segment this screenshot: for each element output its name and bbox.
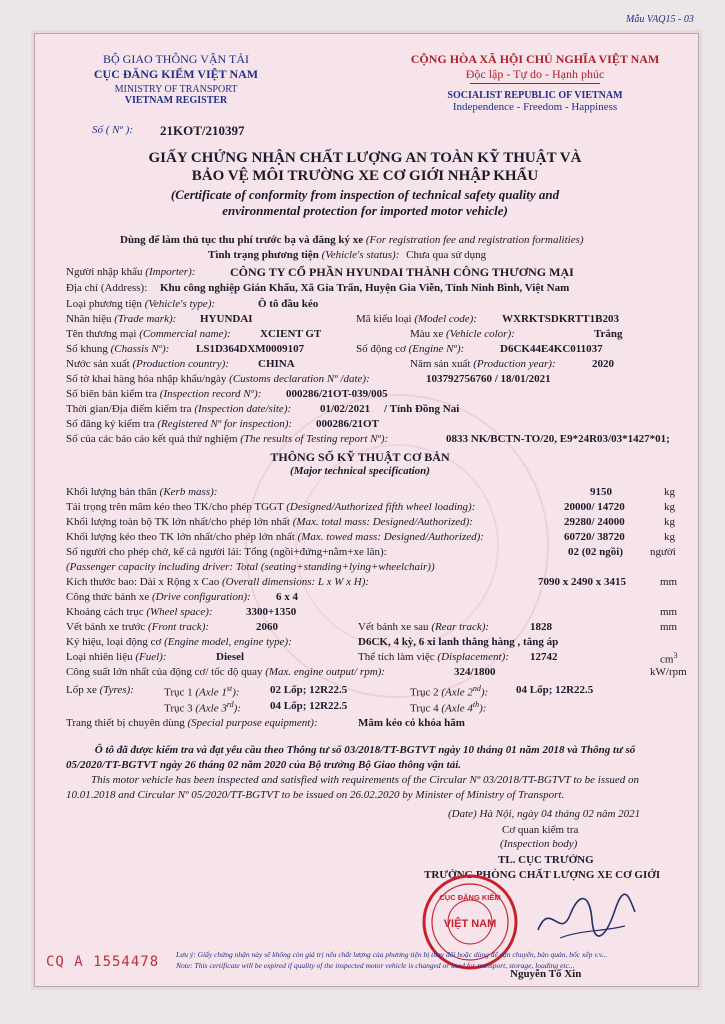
signer-name: Nguyễn Tố Xin — [510, 968, 582, 980]
handwritten-signature — [530, 890, 640, 950]
disp-unit-sup: 3 — [673, 651, 678, 660]
fifth-unit: kg — [664, 501, 675, 513]
reg-label-en: (Registered Nº for inspection): — [157, 418, 293, 430]
importer-label-group — [66, 266, 195, 278]
axle3-label: Trục 3 — [164, 702, 193, 715]
inspection-date-label-group — [66, 403, 291, 415]
status-line — [208, 249, 486, 261]
kerb-unit: kg — [664, 486, 675, 498]
year-value: 2020 — [592, 358, 614, 370]
customs-label-en: (Customs declaration Nº /date): — [229, 373, 370, 385]
axle3-label-en: (Axle 3 — [195, 702, 227, 715]
title-en-1: (Certificate of conformity from inspection of technical safety quality and — [170, 187, 560, 202]
fuel-label-group — [66, 651, 167, 663]
axle2-sup: nd — [472, 684, 481, 693]
note-en: Note: This certificate will be expired if quality of the inspected motor vehicle is changed or used for transport, storage, loading etc... — [176, 961, 575, 970]
engine-model-label-group — [66, 636, 292, 648]
country-label-group — [66, 358, 229, 370]
serial-number: CQ A 1554478 — [46, 954, 160, 970]
front-label: Vết bánh xe trước — [66, 621, 146, 633]
inspection-body: Cơ quan kiểm tra — [502, 824, 579, 836]
front-value: 2060 — [256, 621, 278, 633]
inspection-date-label-en: (Inspection date/site): — [194, 403, 292, 415]
axle3-close: ): — [233, 702, 241, 715]
color-label-en: (Vehicle color): — [446, 328, 515, 340]
axle3-sup: rd — [226, 700, 234, 709]
engine-model-label: Ký hiệu, loại động cơ — [66, 636, 162, 648]
model-label-en: (Model code): — [414, 313, 477, 325]
towed-label: Khối lượng kéo theo TK lớn nhất/cho phép lớn nhất — [66, 531, 295, 543]
dims-label-group — [66, 576, 369, 588]
reg-label-group — [66, 418, 292, 430]
disp-label-group — [358, 651, 509, 663]
type-label: Loại phương tiện — [66, 298, 142, 310]
inspection-date-label: Thời gian/Địa điểm kiểm tra — [66, 403, 192, 415]
model-label: Mã kiểu loại — [356, 313, 412, 325]
engine-label-en: (Engine Nº): — [408, 343, 465, 355]
trademark-value: HYUNDAI — [200, 313, 253, 325]
signer-title-1: TL. CỤC TRƯỞNG — [498, 854, 594, 866]
year-label-en: (Production year): — [473, 358, 556, 370]
motto-en: Independence - Freedom - Happiness — [452, 101, 618, 113]
statement-en-1: This motor vehicle has been inspected and satisfied with requirements of the Circular Nº 03/2018/TT-BGTVT to be issued on — [90, 774, 640, 786]
statement-vn-2: 05/2020/TT-BGTVT ngày 26 tháng 02 năm 2020 của Bộ trưởng Bộ Giao thông vận tải. — [66, 759, 462, 771]
power-unit: kW/rpm — [650, 666, 687, 678]
wheel-label: Khoảng cách trục — [66, 606, 144, 618]
drive-value: 6 x 4 — [276, 591, 298, 603]
purpose-label: Dùng để làm thủ tục thu phí trước bạ và đăng ký xe — [120, 234, 364, 246]
customs-value: 103792756760 / 18/01/2021 — [426, 373, 551, 385]
disp-unit: cm — [660, 653, 674, 666]
inspection-body-en: (Inspection body) — [500, 838, 578, 850]
engine-model-label-en: (Engine model, engine type): — [164, 636, 292, 648]
axle2-close: ): — [480, 686, 489, 699]
motto-underline — [470, 83, 600, 84]
signature-date: (Date) Hà Nội, ngày 04 tháng 02 năm 2021 — [448, 808, 641, 820]
persons-label: Số người cho phép chở, kể cả người lái: Tổng (ngồi+đứng+nằm+xe lăn): — [66, 546, 387, 558]
wheel-label-en: (Wheel space): — [146, 606, 213, 618]
country-label-en: (Production country): — [132, 358, 229, 370]
kerb-label-en: (Kerb mass): — [159, 486, 218, 498]
power-label: Công suất lớn nhất của động cơ/ tốc độ quay — [66, 666, 263, 678]
purpose-label-en: (For registration fee and registration formalities) — [365, 234, 584, 246]
power-label-group — [66, 666, 385, 678]
chassis-value: LS1D364DXM0009107 — [196, 343, 305, 355]
engine-model-value: D6CK, 4 kỳ, 6 xi lanh thẳng hàng , tăng áp — [358, 636, 559, 648]
motto-vn: Độc lập - Tự do - Hạnh phúc — [465, 67, 605, 81]
record-label-group — [66, 388, 261, 400]
rear-label-group — [358, 621, 489, 633]
address-value: Khu công nghiệp Gián Khẩu, Xã Gia Trấn, Huyện Gia Viễn, Tỉnh Ninh Bình, Việt Nam — [160, 282, 570, 294]
disp-label: Thể tích làm việc — [358, 651, 435, 663]
fifth-value: 20000/ 14720 — [564, 501, 625, 513]
commercial-label: Tên thương mại — [66, 328, 137, 340]
purpose-line — [120, 234, 584, 246]
commercial-label-en: (Commercial name): — [139, 328, 231, 340]
total-label-group — [66, 516, 473, 528]
dims-value: 7090 x 2490 x 3415 — [538, 576, 626, 588]
color-label: Màu xe — [410, 328, 444, 340]
number-label: Số ( Nº ): — [92, 124, 133, 136]
type-label-group — [66, 298, 215, 310]
total-unit: kg — [664, 516, 675, 528]
axle4-sup: th — [472, 700, 480, 709]
trademark-label-group — [66, 313, 176, 325]
power-value: 324/1800 — [454, 666, 496, 678]
record-label: Số biên bản kiểm tra — [66, 388, 158, 400]
note-vn: Lưu ý: Giấy chứng nhận này sẽ không còn giá trị nếu chất lượng của phương tiện bị thay đổi hoặc dùng để vận chuyển, bảo quản, bốc xếp v.v... — [176, 950, 608, 959]
equip-label-group — [66, 717, 318, 729]
commercial-label-group — [66, 328, 231, 340]
fuel-label-en: (Fuel): — [135, 651, 167, 663]
form-code: Mẫu VAQ15 - 03 — [626, 14, 694, 25]
axle1-close: ): — [232, 686, 240, 699]
kerb-label-group — [66, 486, 217, 498]
drive-label: Công thức bánh xe — [66, 591, 150, 603]
axle3-label-group — [164, 700, 241, 715]
statement-en-2: 10.01.2018 and Circular Nº 05/2020/TT-BGTVT to be issued on 26.02.2020 by Minister of Ministry of Transport. — [66, 789, 565, 801]
inspection-date-value: 01/02/2021 — [320, 403, 371, 415]
towed-label-en: (Max. towed mass: Designed/Authorized): — [297, 531, 484, 543]
chassis-label-en: (Chassis Nº): — [110, 343, 170, 355]
axle1-value: 02 Lốp; 12R22.5 — [270, 684, 348, 696]
engine-label: Số động cơ — [356, 343, 406, 355]
persons-label-en: (Passenger capacity including driver: Total (seating+standing+lying+wheelchair)) — [66, 561, 435, 573]
color-value: Trắng — [594, 328, 623, 340]
equip-label-en: (Special purpose equipment): — [187, 717, 318, 729]
axle3-value: 04 Lốp; 12R22.5 — [270, 700, 348, 712]
country-value: CHINA — [258, 358, 295, 370]
rear-unit: mm — [660, 621, 678, 633]
spec-title: THÔNG SỐ KỸ THUẬT CƠ BẢN — [270, 450, 450, 464]
record-label-en: (Inspection record Nº): — [159, 388, 262, 400]
tyres-label-group — [66, 684, 134, 696]
disp-unit-group — [660, 651, 677, 666]
country-label: Nước sản xuất — [66, 358, 130, 370]
drive-label-group — [66, 591, 251, 603]
towed-unit: kg — [664, 531, 675, 543]
republic-en: SOCIALIST REPUBLIC OF VIETNAM — [447, 90, 623, 101]
axle2-label: Trục 2 — [410, 686, 439, 699]
axle1-label: Trục 1 — [164, 686, 193, 699]
wheel-label-group — [66, 606, 213, 618]
kerb-value: 9150 — [590, 486, 612, 498]
ministry-en: MINISTRY OF TRANSPORT — [114, 84, 238, 95]
engine-label-group — [356, 343, 464, 355]
agency-en: VIETNAM REGISTER — [124, 95, 228, 106]
axle2-value: 04 Lốp; 12R22.5 — [516, 684, 594, 696]
record-value: 000286/21OT-039/005 — [286, 388, 388, 400]
dims-label: Kích thước bao: Dài x Rộng x Cao — [66, 576, 220, 588]
fuel-value: Diesel — [216, 651, 245, 663]
rear-label: Vết bánh xe sau — [358, 621, 429, 633]
engine-value: D6CK44E4KC011037 — [500, 343, 603, 355]
axle4-label-group — [410, 700, 486, 715]
chassis-label: Số khung — [66, 343, 108, 355]
stamp-top-text: CỤC ĐĂNG KIỂM — [439, 893, 501, 902]
rear-value: 1828 — [530, 621, 552, 633]
tyres-label: Lốp xe — [66, 684, 97, 696]
kerb-label: Khối lượng bản thân — [66, 486, 157, 498]
dims-unit: mm — [660, 576, 678, 588]
towed-value: 60720/ 38720 — [564, 531, 625, 543]
year-label-group — [410, 358, 556, 370]
importer-label-en: (Importer): — [145, 266, 196, 278]
axle1-label-group — [164, 684, 240, 699]
certificate-number: 21KOT/210397 — [160, 123, 245, 138]
model-label-group — [356, 313, 477, 325]
axle4-label: Trục 4 — [410, 702, 439, 715]
ministry-vn: BỘ GIAO THÔNG VẬN TẢI — [103, 52, 249, 66]
importer-label: Người nhập khẩu — [66, 266, 143, 278]
axle4-label-en: (Axle 4 — [441, 702, 473, 715]
commercial-value: XCIENT GT — [260, 328, 322, 340]
testing-label: Số của các báo cáo kết quả thử nghiệm — [66, 433, 238, 445]
persons-value: 02 (02 ngồi) — [568, 546, 623, 558]
customs-label-group — [66, 373, 370, 385]
reg-value: 000286/21OT — [316, 418, 379, 430]
drive-label-en: (Drive configuration): — [152, 591, 251, 603]
title-en-2: environmental protection for imported motor vehicle) — [222, 203, 508, 218]
fifth-label-en: (Designed/Authorized fifth wheel loading): — [286, 501, 476, 513]
equip-value: Mâm kéo có khóa hãm — [358, 717, 465, 729]
front-label-group — [66, 621, 209, 633]
status-label-en: (Vehicle's status): — [321, 249, 400, 261]
fuel-label: Loại nhiên liệu — [66, 651, 133, 663]
stamp-main-text: VIỆT NAM — [443, 918, 497, 930]
dims-label-en: (Overall dimensions: L x W x H): — [221, 576, 370, 588]
persons-unit: người — [650, 546, 676, 558]
total-value: 29280/ 24000 — [564, 516, 625, 528]
axle1-label-en: (Axle 1 — [195, 686, 227, 699]
axle4-close: ): — [479, 702, 487, 715]
issuer-header — [66, 52, 286, 106]
type-label-en: (Vehicle's type): — [144, 298, 216, 310]
chassis-label-group — [66, 343, 169, 355]
model-value: WXRKTSDKRTT1B203 — [502, 313, 619, 325]
type-value: Ô tô đầu kéo — [258, 298, 319, 310]
testing-value: 0833 NK/BCTN-TO/20, E9*24R03/03*1427*01; — [446, 433, 670, 445]
status-value: Chưa qua sử dụng — [406, 249, 487, 261]
wheel-unit: mm — [660, 606, 678, 618]
color-label-group — [410, 328, 515, 340]
equip-label: Trang thiết bị chuyên dùng — [66, 717, 185, 729]
power-label-en: (Max. engine output/ rpm): — [265, 666, 385, 678]
axle1-sup: st — [226, 684, 233, 693]
front-label-en: (Front track): — [148, 621, 210, 633]
disp-label-en: (Displacement): — [437, 651, 509, 663]
total-label: Khối lượng toàn bộ TK lớn nhất/cho phép lớn nhất — [66, 516, 290, 528]
title-vn-1: GIẤY CHỨNG NHẬN CHẤT LƯỢNG AN TOÀN KỸ THUẬT VÀ — [148, 150, 582, 166]
total-label-en: (Max. total mass: Designed/Authorized): — [292, 516, 473, 528]
republic-vn: CỘNG HÒA XÃ HỘI CHỦ NGHĨA VIỆT NAM — [410, 52, 660, 66]
status-label: Tình trạng phương tiện — [208, 249, 319, 261]
wheel-value: 3300+1350 — [246, 606, 297, 618]
testing-label-en: (The results of Testing report Nº): — [240, 433, 389, 445]
towed-label-group — [66, 531, 484, 543]
signer-title-2: TRƯỞNG PHÒNG CHẤT LƯỢNG XE CƠ GIỚI — [424, 869, 661, 881]
fifth-label: Tải trọng trên mâm kéo theo TK/cho phép TGGT — [66, 501, 284, 513]
address-label: Địa chỉ (Address): — [66, 282, 148, 294]
title-vn-2: BẢO VỆ MÔI TRƯỜNG XE CƠ GIỚI NHẬP KHẨU — [191, 168, 539, 184]
fifth-label-group — [66, 501, 475, 513]
agency-vn: CỤC ĐĂNG KIỂM VIỆT NAM — [93, 67, 259, 81]
trademark-label: Nhãn hiệu — [66, 313, 112, 325]
year-label: Năm sản xuất — [410, 358, 471, 370]
axle2-label-group — [410, 684, 488, 699]
disp-value: 12742 — [530, 651, 558, 663]
statement-vn-1: Ô tô đã được kiểm tra và đạt yêu cầu theo Thông tư số 03/2018/TT-BGTVT ngày 10 tháng 01 năm 2018 và Thông tư số — [94, 744, 636, 756]
spec-subtitle: (Major technical specification) — [290, 465, 430, 477]
axle2-label-en: (Axle 2 — [441, 686, 473, 699]
reg-label: Số đăng ký kiểm tra — [66, 418, 155, 430]
trademark-label-en: (Trade mark): — [114, 313, 177, 325]
testing-label-group — [66, 433, 388, 445]
importer-value: CÔNG TY CỔ PHẦN HYUNDAI THÀNH CÔNG THƯƠNG MẠI — [230, 265, 574, 279]
rear-label-en: (Rear track): — [431, 621, 490, 633]
tyres-label-en: (Tyres): — [99, 684, 134, 696]
customs-label: Số tờ khai hàng hóa nhập khẩu/ngày — [66, 373, 227, 385]
inspection-site-value: / Tỉnh Đồng Nai — [384, 403, 460, 415]
